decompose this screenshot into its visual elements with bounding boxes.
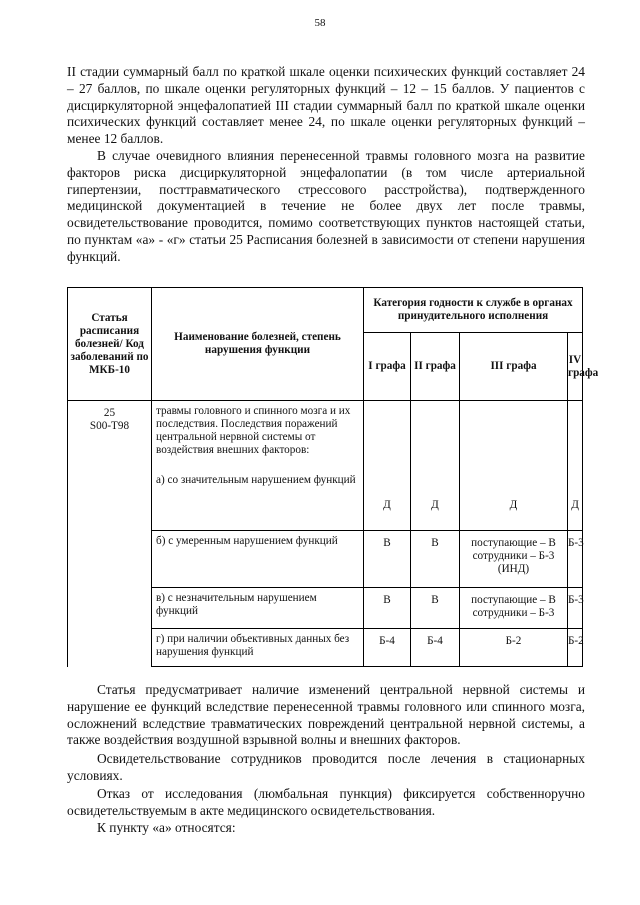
- article-code: S00-T98: [89, 420, 130, 432]
- header-col1: I графа: [364, 333, 411, 401]
- row-b-col1: В: [364, 531, 411, 588]
- row-a-col3: Д: [460, 401, 568, 531]
- row-b-col2: В: [411, 531, 460, 588]
- row-b-col3: поступающие – В сотрудники – Б-3 (ИНД): [460, 531, 568, 588]
- paragraph-article-scope: Статья предусматривает наличие изменений центральной нервной системы и нарушение ее функций вследствие перенесенной травмы головного или спинного мозга, осложнений вследствие травматических повреждений центральной нервной системы, а также воздействия воздушной взрывной волны и внешних факторов.: [67, 682, 585, 748]
- row-d-name: г) при наличии объективных данных без нарушения функций: [152, 629, 364, 667]
- row-a-col2: Д: [411, 401, 460, 531]
- row-c-col4: Б-3: [568, 588, 583, 629]
- row-c-col1: В: [364, 588, 411, 629]
- paragraph-examination-after-treatment: Освидетельствование сотрудников проводится после лечения в стационарных условиях.: [67, 751, 585, 783]
- article-cell: [68, 401, 152, 667]
- row-a-name: [152, 401, 364, 531]
- article-number: 25: [103, 407, 116, 419]
- row-d-col1: Б-4: [364, 629, 411, 667]
- paragraph-stage-scores: II стадии суммарный балл по краткой шкале оценки психических функций составляет 24 – 27 баллов, по шкале оценки регуляторных функций – 12 – 15 баллов. У пациентов с дисциркуляторной энцефалопатией III стадии суммарный балл по краткой шкале оценки психических функций составляет менее 24, по шкале оценки регуляторных функций – менее 12 баллов.: [67, 64, 585, 147]
- paragraph-item-a: К пункту «а» относятся:: [97, 820, 236, 835]
- paragraph-refusal: Отказ от исследования (люмбальная пункция) фиксируется собственноручно освидетельствуемым в акте медицинского освидетельствования.: [67, 786, 585, 818]
- row-c-name: в) с незначительным нарушением функций: [152, 588, 364, 629]
- row-d-col4: Б-2: [568, 629, 583, 667]
- table-intro: травмы головного и спинного мозга и их последствия. Последствия поражений центральной нервной системы от воздействия внешних факторов:: [156, 405, 351, 456]
- row-a-col1: Д: [364, 401, 411, 531]
- header-col3: III графа: [460, 333, 568, 401]
- header-col4: IV графа: [568, 333, 583, 401]
- row-b-name: б) с умеренным нарушением функций: [152, 531, 364, 588]
- row-a-label: а) со значительным нарушением функций: [156, 474, 356, 486]
- row-d-col3: Б-2: [460, 629, 568, 667]
- page-number: 58: [314, 17, 326, 29]
- header-article: Статья расписания болезней/ Код заболеваний по МКБ-10: [68, 288, 152, 401]
- paragraph-trauma-influence: В случае очевидного влияния перенесенной травмы головного мозга на развитие факторов риска дисциркуляторной энцефалопатии (в том числе артериальной гипертензии, посттравматического стрессового расстройства), подтвержденного медицинской документацией в течение не более двух лет после травмы, освидетельствование проводится, помимо соответствующих пунктов настоящей статьи, по пунктам «а» - «г» статьи 25 Расписания болезней в зависимости от степени нарушения функций.: [67, 148, 585, 264]
- header-name: Наименование болезней, степень нарушения функции: [152, 288, 364, 401]
- disease-schedule-table: [67, 287, 599, 667]
- row-c-col3: поступающие – В сотрудники – Б-3: [460, 588, 568, 629]
- row-c-col2: В: [411, 588, 460, 629]
- header-col2: II графа: [411, 333, 460, 401]
- header-category: Категория годности к службе в органах принудительного исполнения: [364, 288, 583, 333]
- row-d-col2: Б-4: [411, 629, 460, 667]
- row-b-col4: Б-3: [568, 531, 583, 588]
- row-a-col4: Д: [568, 401, 583, 531]
